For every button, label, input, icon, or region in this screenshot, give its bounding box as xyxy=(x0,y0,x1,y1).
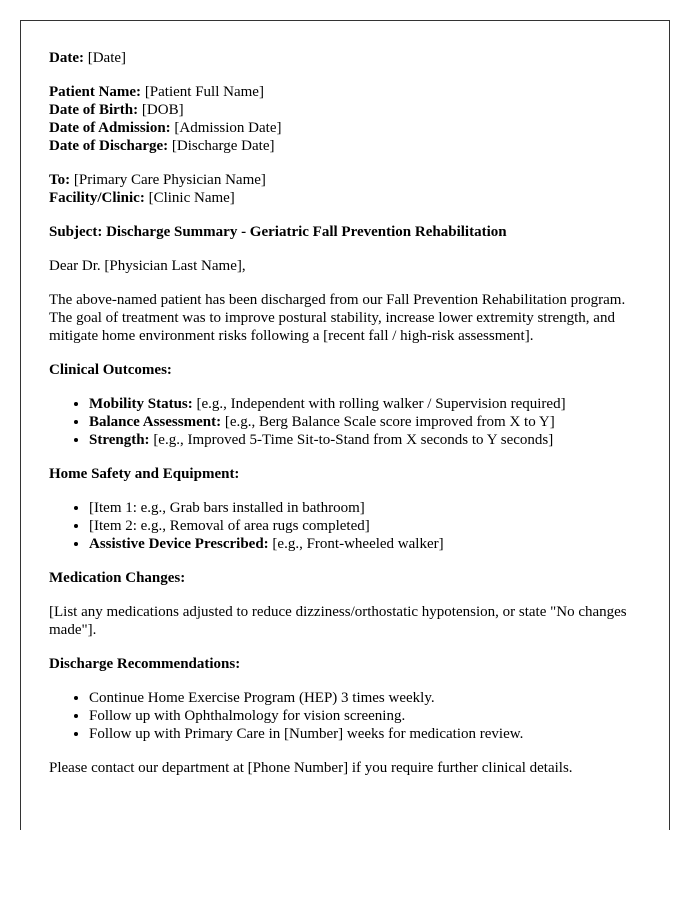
facility-value: [Clinic Name] xyxy=(148,190,235,206)
recommendations-heading xyxy=(49,655,649,673)
list-item xyxy=(89,413,649,431)
clinical-outcomes-list xyxy=(49,395,649,449)
list-item-text: [Item 2: e.g., Removal of area rugs completed] xyxy=(89,518,370,534)
recommendations-heading-text: Discharge Recommendations: xyxy=(49,656,241,672)
recommendations-list xyxy=(49,689,649,743)
home-safety-heading-text: Home Safety and Equipment: xyxy=(49,466,240,482)
discharge-line xyxy=(49,137,649,155)
list-item-label: Balance Assessment: xyxy=(89,414,222,430)
medication-heading-text: Medication Changes: xyxy=(49,570,186,586)
discharge-value: [Discharge Date] xyxy=(171,138,275,154)
to-label: To: xyxy=(49,172,71,188)
admission-line xyxy=(49,119,649,137)
patient-info xyxy=(49,83,649,155)
list-item-label: Assistive Device Prescribed: xyxy=(89,536,269,552)
list-item-text: [e.g., Berg Balance Scale score improved from X to Y] xyxy=(221,414,555,430)
list-item-text: [e.g., Front-wheeled walker] xyxy=(268,536,444,552)
closing-paragraph: Please contact our department at [Phone Number] if you require further clinical details. xyxy=(49,760,573,776)
to-line xyxy=(49,171,649,189)
dob-line xyxy=(49,101,649,119)
medication-text: [List any medications adjusted to reduce dizziness/orthostatic hypotension, or state "No changes made"]. xyxy=(49,604,627,638)
list-item xyxy=(89,395,649,413)
subject-line xyxy=(49,223,649,241)
list-item: • Follow up with Ophthalmology for vision screening. xyxy=(89,707,649,725)
medication-heading xyxy=(49,569,649,587)
intro-paragraph: The above-named patient has been discharged from our Fall Prevention Rehabilitation program. The goal of treatment was to improve postural stability, increase lower extremity strength, and mitigate home environment risks following a [recent fall / high-risk assessment]. xyxy=(49,292,626,344)
list-item xyxy=(89,535,649,553)
list-item xyxy=(89,431,649,449)
to-value: [Primary Care Physician Name] xyxy=(73,172,266,188)
patient-name-line xyxy=(49,83,649,101)
date-line xyxy=(49,49,649,67)
discharge-label: Date of Discharge: xyxy=(49,138,169,154)
facility-label: Facility/Clinic: xyxy=(49,190,145,206)
list-item xyxy=(89,499,649,517)
list-item-text: [Item 1: e.g., Grab bars installed in bathroom] xyxy=(89,500,365,516)
patient-name-value: [Patient Full Name] xyxy=(144,84,264,100)
home-safety-list xyxy=(49,499,649,553)
list-item-text: [e.g., Independent with rolling walker / Supervision required] xyxy=(192,396,566,412)
list-item xyxy=(89,517,649,535)
patient-name-label: Patient Name: xyxy=(49,84,142,100)
dob-value: [DOB] xyxy=(141,102,184,118)
list-item: • Follow up with Primary Care in [Number] weeks for medication review. xyxy=(89,725,649,743)
recipient-info xyxy=(49,171,649,207)
list-item: • Continue Home Exercise Program (HEP) 3 times weekly. xyxy=(89,689,649,707)
subject-text: Subject: Discharge Summary - Geriatric Fall Prevention Rehabilitation xyxy=(49,224,507,240)
list-item-label: Mobility Status: xyxy=(89,396,193,412)
clinical-outcomes-heading-text: Clinical Outcomes: xyxy=(49,362,172,378)
facility-line xyxy=(49,189,649,207)
date-value: [Date] xyxy=(87,50,127,66)
home-safety-heading xyxy=(49,465,649,483)
salutation: Dear Dr. [Physician Last Name], xyxy=(49,258,246,274)
list-item-label: Strength: xyxy=(89,432,150,448)
dob-label: Date of Birth: xyxy=(49,102,139,118)
clinical-outcomes-heading xyxy=(49,361,649,379)
admission-label: Date of Admission: xyxy=(49,120,171,136)
discharge-letter xyxy=(20,20,670,830)
admission-value: [Admission Date] xyxy=(174,120,282,136)
date-label: Date: xyxy=(49,50,84,66)
list-item-text: [e.g., Improved 5-Time Sit-to-Stand from X seconds to Y seconds] xyxy=(149,432,554,448)
